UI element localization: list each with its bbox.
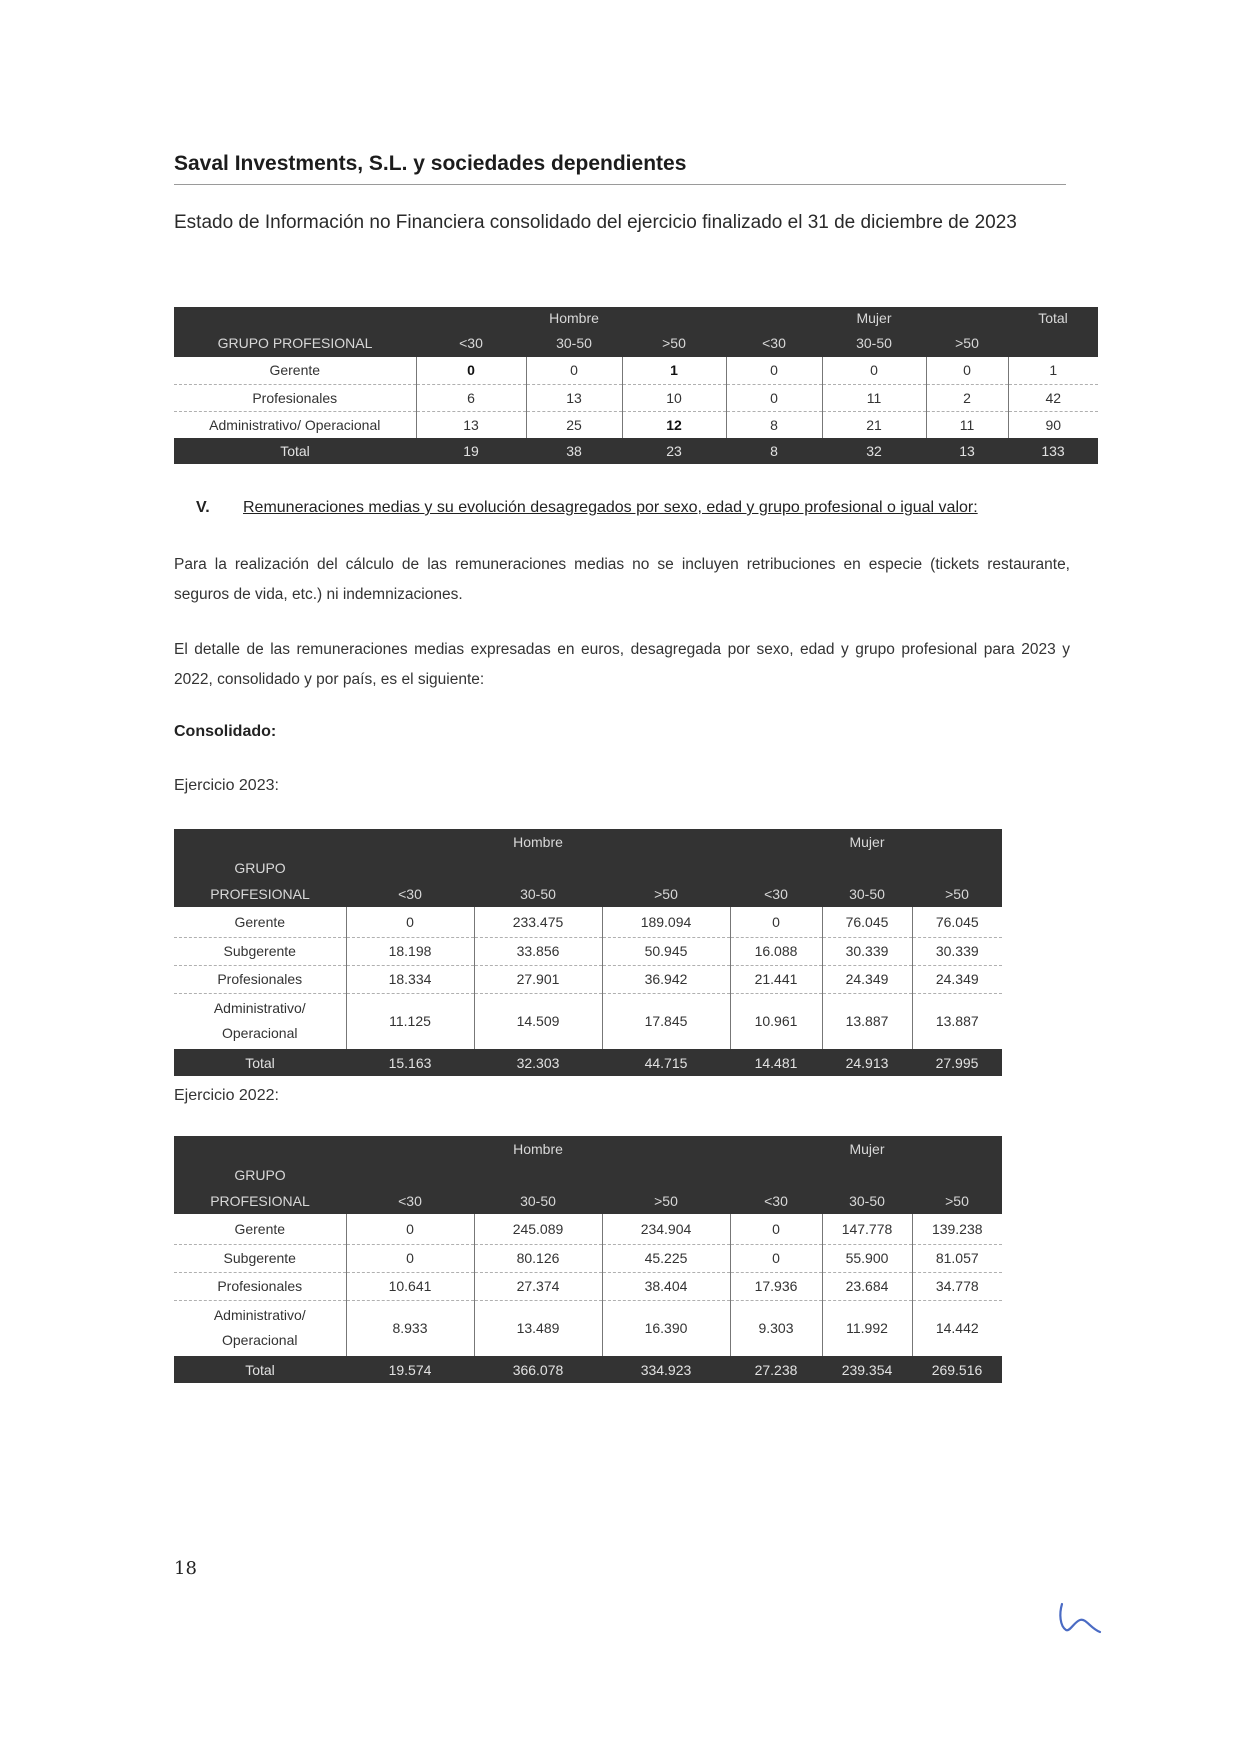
- paragraph-1: Para la realización del cálculo de las remuneraciones medias no se incluyen retribuciones en especie (tickets restaurante, seguros de vida, etc.) ni indemnizaciones.: [174, 556, 1070, 603]
- table-row: Administrativo/ Operacional 13 25 12 8 21 11 90: [174, 411, 1098, 438]
- group-hombre: Hombre: [526, 307, 622, 329]
- col-age: 30-50: [822, 329, 926, 357]
- col-age: >50: [926, 329, 1008, 357]
- col-age: 30-50: [474, 881, 602, 907]
- group-hombre: Hombre: [474, 829, 602, 855]
- ejercicio-2022-label: Ejercicio 2022:: [174, 1087, 279, 1104]
- signature-mark: [1056, 1600, 1108, 1640]
- table-row: Gerente 0 0 1 0 0 0 1: [174, 357, 1098, 384]
- col-age: <30: [346, 881, 474, 907]
- remuneration-table-2022: [174, 1136, 1002, 1383]
- section-number: V.: [196, 499, 210, 516]
- section-heading: [196, 499, 978, 517]
- col-age: >50: [912, 881, 1002, 907]
- col-grupo-profesional: GRUPO PROFESIONAL: [174, 329, 416, 357]
- consolidado-heading: Consolidado:: [174, 723, 277, 740]
- col-age: 30-50: [822, 881, 912, 907]
- col-age: 30-50: [526, 329, 622, 357]
- total-row: Total 19 38 23 8 32 13 133: [174, 438, 1098, 464]
- col-age: >50: [602, 881, 730, 907]
- header-blank: [174, 307, 416, 329]
- col-age: >50: [622, 329, 726, 357]
- group-mujer: Mujer: [822, 1136, 912, 1162]
- table-row: Profesionales 18.334 27.901 36.942 21.441 24.349 24.349: [174, 965, 1002, 993]
- col-profesional-label: PROFESIONAL: [174, 881, 346, 907]
- col-age: 30-50: [474, 1188, 602, 1214]
- col-grupo-label: GRUPO: [174, 1162, 346, 1188]
- paragraph-2: El detalle de las remuneraciones medias expresadas en euros, desagregada por sexo, edad y grupo profesional para 2023 y 2022, consolidado y por país, es el siguiente:: [174, 641, 1070, 688]
- group-mujer: Mujer: [822, 307, 926, 329]
- total-row: Total 15.163 32.303 44.715 14.481 24.913 27.995: [174, 1049, 1002, 1076]
- col-age: <30: [730, 1188, 822, 1214]
- section-title: Remuneraciones medias y su evolución desagregados por sexo, edad y grupo profesional o igual valor:: [243, 499, 978, 516]
- table-row: Subgerente 0 80.126 45.225 0 55.900 81.057: [174, 1244, 1002, 1272]
- header-rule: [174, 184, 1066, 185]
- document-subtitle: Estado de Información no Financiera consolidado del ejercicio finalizado el 31 de diciembre de 2023: [174, 212, 1017, 233]
- table-row: Profesionales 6 13 10 0 11 2 42: [174, 384, 1098, 411]
- company-title: Saval Investments, S.L. y sociedades dependientes: [174, 152, 687, 175]
- col-age: <30: [726, 329, 822, 357]
- col-age: 30-50: [822, 1188, 912, 1214]
- group-mujer: Mujer: [822, 829, 912, 855]
- table-row: Administrativo/ Operacional 8.933 13.489 16.390 9.303 11.992 14.442: [174, 1300, 1002, 1356]
- headcount-table: [174, 307, 1098, 464]
- col-profesional-label: PROFESIONAL: [174, 1188, 346, 1214]
- col-age: >50: [912, 1188, 1002, 1214]
- table-row: Gerente 0 245.089 234.904 0 147.778 139.238: [174, 1214, 1002, 1244]
- page-number: 18: [174, 1558, 197, 1579]
- table-row: Gerente 0 233.475 189.094 0 76.045 76.045: [174, 907, 1002, 937]
- table-row: Subgerente 18.198 33.856 50.945 16.088 30.339 30.339: [174, 937, 1002, 965]
- col-grupo-label: GRUPO: [174, 855, 346, 881]
- table-row: Administrativo/ Operacional 11.125 14.509 17.845 10.961 13.887 13.887: [174, 993, 1002, 1049]
- table-row: Profesionales 10.641 27.374 38.404 17.936 23.684 34.778: [174, 1272, 1002, 1300]
- total-row: Total 19.574 366.078 334.923 27.238 239.354 269.516: [174, 1356, 1002, 1383]
- col-age: <30: [416, 329, 526, 357]
- remuneration-table-2023: [174, 829, 1002, 1076]
- col-age: <30: [730, 881, 822, 907]
- group-hombre: Hombre: [474, 1136, 602, 1162]
- col-age: >50: [602, 1188, 730, 1214]
- group-total: Total: [1008, 307, 1098, 329]
- col-age: <30: [346, 1188, 474, 1214]
- ejercicio-2023-label: Ejercicio 2023:: [174, 777, 279, 794]
